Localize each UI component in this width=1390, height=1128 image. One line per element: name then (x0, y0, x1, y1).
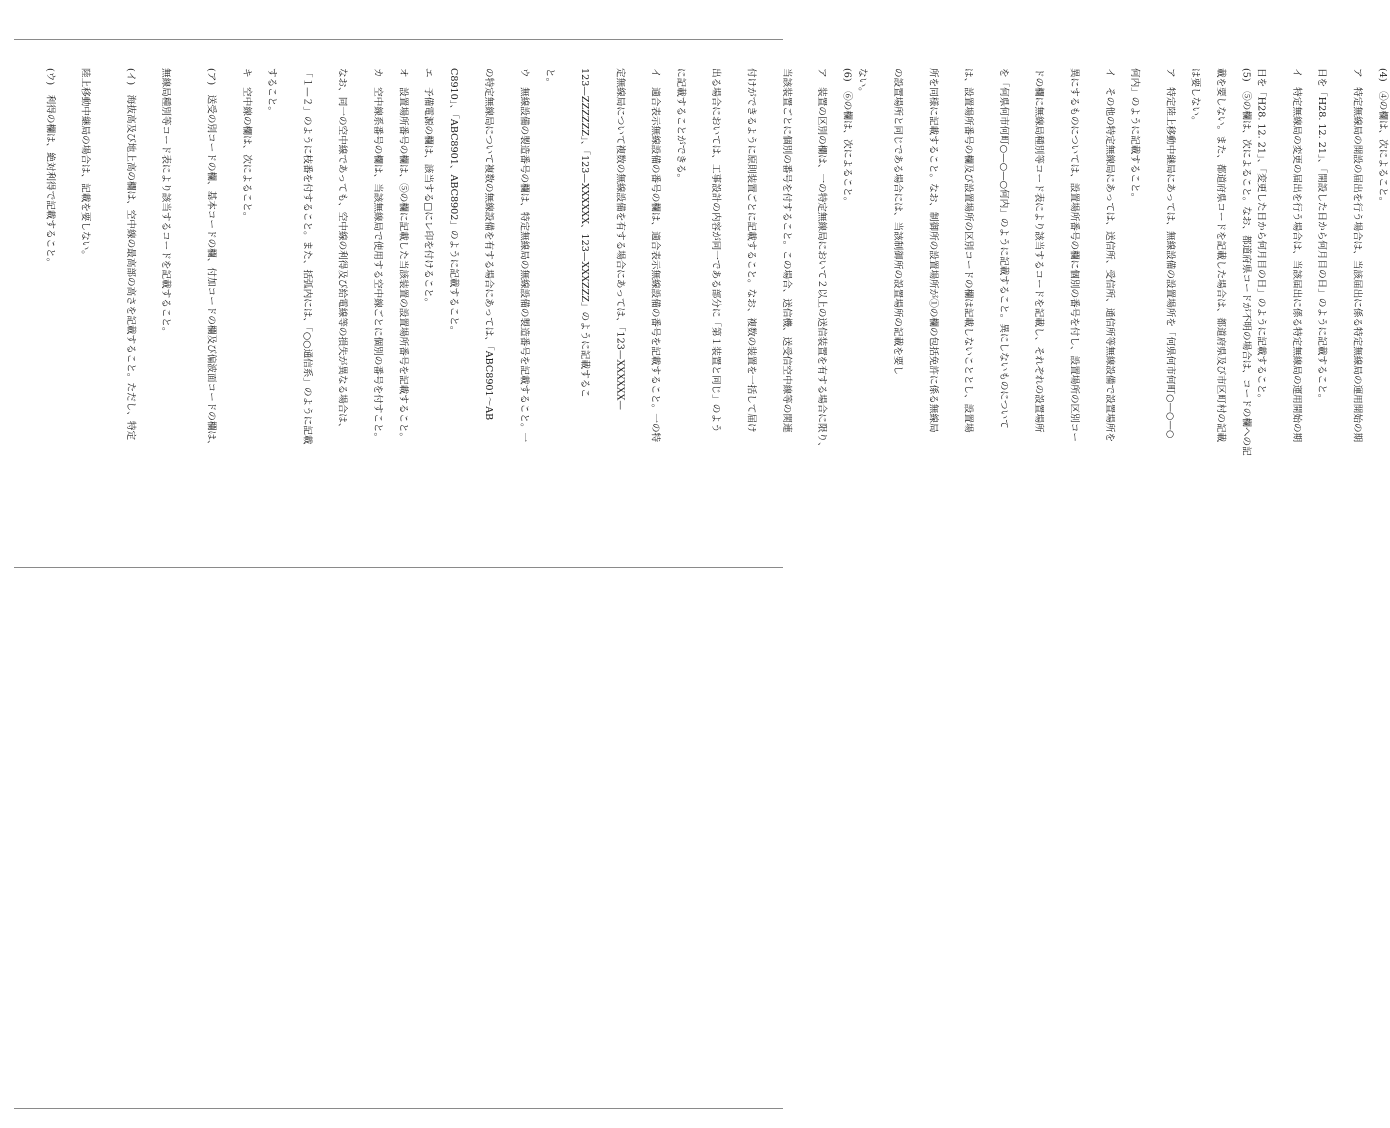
text-line: は、設置場所番号の欄及び設置場所の区別コードの欄は記載しないこととし、設置場 (962, 68, 974, 433)
text-line: 「１—２」のように枝番を付すること。また、括弧内には、「○○通信系」のように記載 (301, 68, 313, 445)
text-line: は要しない。 (1189, 68, 1201, 126)
text-line: ウ 無線設備の製造番号の欄は、特定無線局の無線設備の製造番号を記載すること。一 (518, 68, 530, 443)
text-line: の設置場所と同じである場合には、当該制御所の設置場所の記載を要し (892, 68, 904, 375)
text-line: エ 予備電源の欄は、該当する□にレ印を付けること。 (422, 68, 434, 308)
text-line: 付けができるように原則装置ごとに記載すること。なお、複数の装置を一括して届け (745, 68, 757, 433)
text-line: ア 特定無線局の開設の届出を行う場合は、当該届出に係る特定無線局の運用開始の期 (1351, 68, 1363, 443)
text-line: すること。 (266, 68, 278, 116)
text-line: 日を「H28. 12. 21」、「変更した日から何月目の日」のように記載すること。 (1255, 68, 1267, 404)
text-line: ア 特定陸上移動中継局にあっては、無線設備の設置場所を「何県何市何町○—○—○ (1164, 68, 1176, 439)
text-line: 定無線局について複数の無線設備を有する場合にあっては、「123—XXXXXX— (614, 68, 626, 411)
text-line: イ 適合表示無線設備の番号の欄は、適合表示無線設備の番号を記載すること。一の特 (649, 68, 661, 443)
text-line: ドの欄に無線局種別等コード表により該当するコードを記載し、それぞれの設置場所 (1033, 68, 1045, 433)
text-line: の特定無線局について複数の無線設備を有する場合にあっては、「ABC8901～AB (483, 68, 495, 421)
text-line: (6) ⑥の欄は、次によること。 (841, 68, 853, 207)
text-line: 所を同様に記載すること。なお、制御所の設置場所が①の欄の包括免許に係る無線局 (927, 68, 939, 433)
text-line: イ 特定無線局の変更の届出を行う場合は、当該届出に係る特定無線局の運用開始の期 (1290, 68, 1302, 443)
text-line: (ア) 送受の別コードの欄、基本コードの欄、付加コードの欄及び偏波面コードの欄は、 (205, 68, 217, 450)
text-line: (4) ④の欄は、次によること。 (1376, 68, 1388, 207)
text-line: カ 空中線系番号の欄は、当該無線局で使用する空中線ごとに個別の番号を付すこと。 (371, 68, 383, 443)
text-line: に記載することができる。 (674, 68, 686, 184)
text-line: キ 空中線の欄は、次によること。 (240, 68, 252, 222)
text-line: 当該装置ごとに個別の番号を付すること。この場合、送信機、送受信空中線等の関連 (780, 68, 792, 433)
text-line: (イ) 海抜高及び地上高の欄は、空中線の最高部の高さを記載すること。ただし、特定 (124, 68, 136, 441)
text-line: オ 設置場所番号の欄は、⑤の欄に記載した当該装置の設置場所番号を記載すること。 (397, 68, 409, 443)
text-line: 無線局種別等コード表により該当するコードを記載すること。 (160, 68, 172, 337)
text-line: 載を要しない。また、都道府県コードを記載した場合は、都道府県及び市区町村の記載 (1214, 68, 1226, 443)
text-line: 異にするものについては、設置場所番号の欄に個別の番号を付し、設置場所の区別コー (1068, 68, 1080, 442)
text-line: (ウ) 利得の欄は、絶対利得で記載すること。 (44, 68, 56, 268)
top-rule (14, 39, 783, 40)
text-line: と。 (543, 68, 555, 88)
text-line: C8910」、「ABC8901、ABC8902」のように記載すること。 (447, 68, 459, 336)
text-line: (5) ⑤の欄は、次によること。なお、都道府県コードが不明の場合は、コードの欄への記 (1240, 68, 1252, 456)
text-line: 日を「H28. 12. 21」、「開設した日から何月目の日」のように記載すること。 (1316, 68, 1328, 404)
text-line: 123—ZZZZZZ」、「123—XXXXXX、123—XXXZZZ」のように記載するこ (579, 68, 591, 398)
text-line: なお、同一の空中線であっても、空中線の利得及び給電線等の損失が異なる場合は、 (336, 68, 348, 433)
text-line: 陸上移動中継局の場合は、記載を要しない。 (79, 68, 91, 260)
document-body (42, 68, 1390, 768)
text-line: ア 装置の区別の欄は、一の特定無線局において２以上の送信装置を有する場合に限り、 (816, 68, 828, 452)
text-line: 出る場合においては、工事設計の内容が同一である部分に「第１装置と同じ」のよう (710, 68, 722, 433)
bottom-rule (14, 1108, 783, 1109)
text-line: を「何県何市何町○—○—○何内」のように記載すること。異にしないものについて (997, 68, 1009, 429)
text-line: イ その他の特定無線局にあっては、送信所、受信所、通信所等無線設備で設置場所を (1103, 68, 1115, 443)
text-line: ない。 (856, 68, 868, 97)
text-line: 何内」のように記載すること。 (1129, 68, 1141, 203)
